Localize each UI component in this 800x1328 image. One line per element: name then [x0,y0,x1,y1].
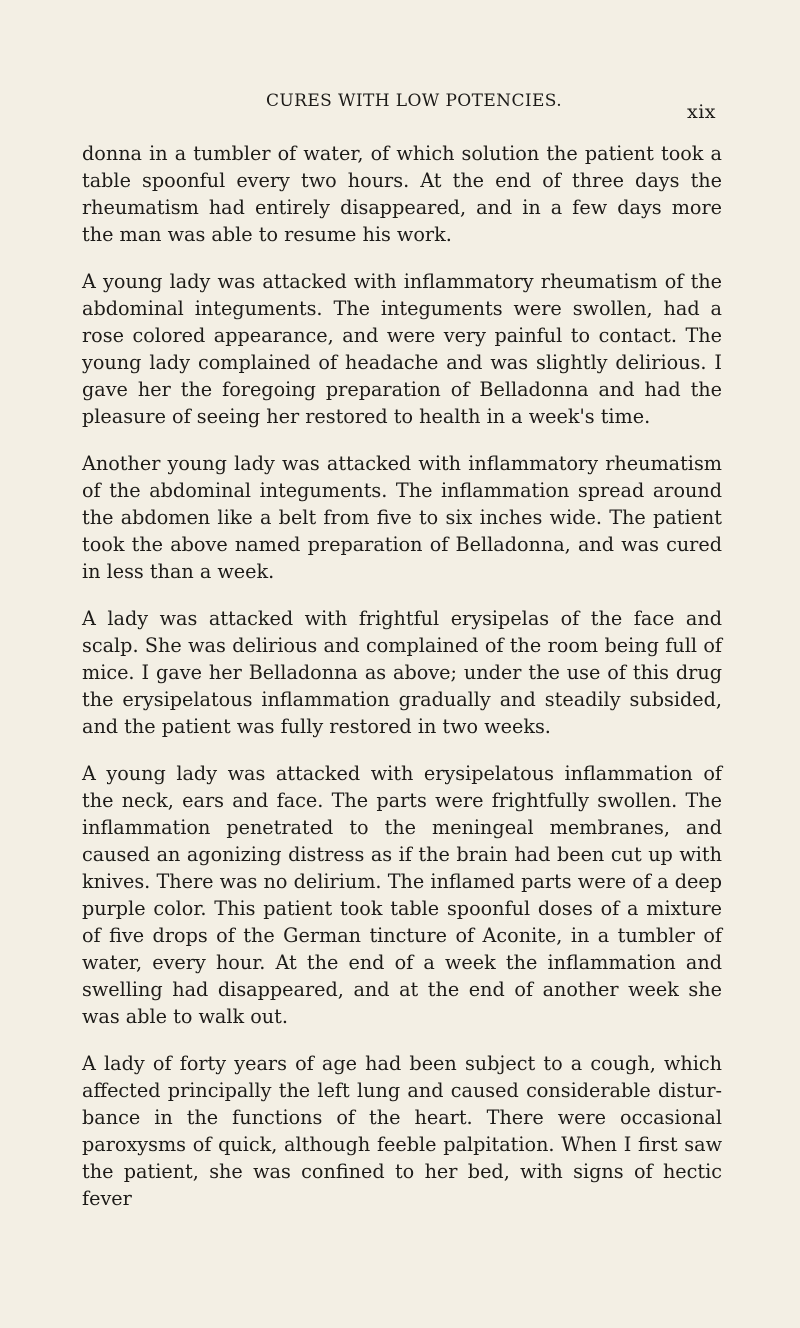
paragraph: Another young lady was attacked with inflammatory rheumatism of the abdominal integuments. The inflammation spread around the abdomen like a belt from five to six inches wide. The patient took the above named preparation of Belladonna, and was cured in less than a week. [82,452,722,583]
paragraph: A lady of forty years of age had been subject to a cough, which affected principally the left lung and caused considerable distur- bance in the functions of the heart. There were occasional paroxysms of quick, although feeble palpitation. When I first saw the patient, she was confined to her bed, with signs of hectic fever [82,1052,722,1210]
paragraph: A young lady was attacked with inflammatory rheumatism of the abdominal integuments. The integuments were swollen, had a rose colored appearance, and were very painful to contact. The young lady complained of headache and was slightly delirious. I gave her the foregoing preparation of Belladonna and had the pleasure of seeing her restored to health in a week's time. [82,270,722,428]
page-number: xix [686,101,716,123]
paragraph-continued: donna in a tumbler of water, of which solution the patient took a table spoonful every two hours. At the end of three days the rheumatism had entirely disappeared, and in a few days more the man was able to resume his work. [82,142,722,246]
running-title: CURES WITH LOW POTENCIES. [266,91,563,111]
paragraph: A young lady was attacked with erysipelatous inflammation of the neck, ears and face. The parts were frightfully swollen. The inflammation penetrated to the meningeal membranes, and caused an agonizing distress as if the brain had been cut up with knives. There was no delirium. The inflamed parts were of a deep purple color. This patient took table spoonful doses of a mixture of five drops of the German tincture of Aconite, in a tumbler of water, every hour. At the end of a week the inflammation and swelling had disappeared, and at the end of another week she was able to walk out. [82,762,722,1028]
paragraph: A lady was attacked with frightful erysipelas of the face and scalp. She was delirious and complained of the room being full of mice. I gave her Belladonna as above; under the use of this drug the erysipelatous inflammation gradually and steadily subsided, and the patient was fully restored in two weeks. [82,607,722,738]
page-header [82,91,722,131]
body-text [82,140,722,1212]
